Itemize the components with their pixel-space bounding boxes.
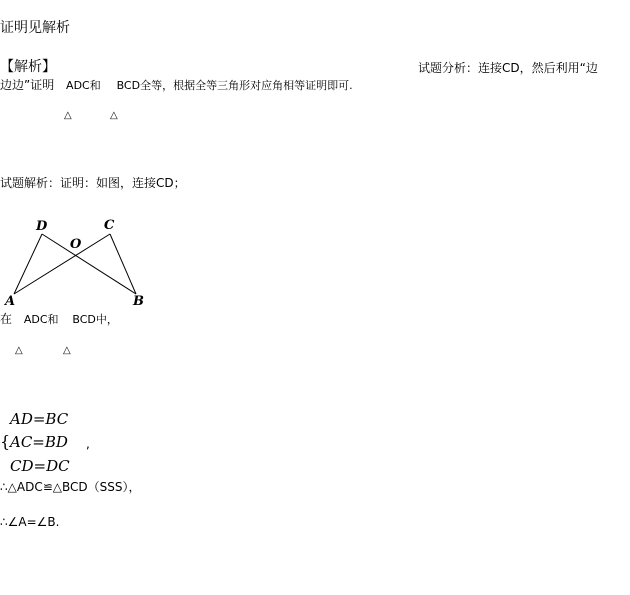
analysis-line-2-part-b: ADC和 [66, 79, 101, 92]
equation-2-comma: , [86, 437, 90, 451]
label-A: A [5, 294, 16, 309]
analysis-line-2-part-c: BCD全等，根据全等三角形对应角相等证明即可. [116, 79, 353, 92]
in-part-b: ADC和 [23, 313, 59, 326]
answer-line: 证明见解析 [0, 20, 70, 36]
segment-D-B [42, 234, 136, 294]
analysis-line-2-part-a: 边边”证明 [0, 78, 55, 92]
solution-triangle-2: △ [63, 345, 71, 356]
analysis-hint: 试题分析：连接CD，然后利用“边 [418, 61, 598, 75]
segment-C-B [110, 234, 136, 294]
label-D: D [36, 219, 48, 234]
analysis-triangle-1: △ [64, 110, 72, 121]
label-O: O [70, 237, 82, 252]
equation-1: AD=BC [10, 410, 69, 428]
analysis-triangle-2: △ [110, 110, 118, 121]
geometry-figure [0, 212, 160, 310]
equation-2: AC=BD [10, 433, 68, 451]
congruence-statement: ∴△ADC≌△BCD（SSS）， [0, 480, 141, 494]
system-brace: { [0, 432, 11, 451]
conclusion: ∴∠A=∠B. [0, 515, 60, 529]
equation-3: CD=DC [10, 457, 70, 475]
solution-triangle-1: △ [15, 345, 23, 356]
in-part-c: BCD中， [72, 313, 118, 326]
in-triangles-line [0, 312, 118, 327]
solution-intro: 试题解析：证明：如图，连接CD； [0, 176, 186, 190]
in-word: 在 [0, 312, 13, 326]
label-C: C [104, 218, 115, 233]
label-B: B [133, 294, 144, 309]
analysis-heading: 【解析】 [0, 59, 56, 75]
analysis-line-2 [0, 78, 353, 93]
